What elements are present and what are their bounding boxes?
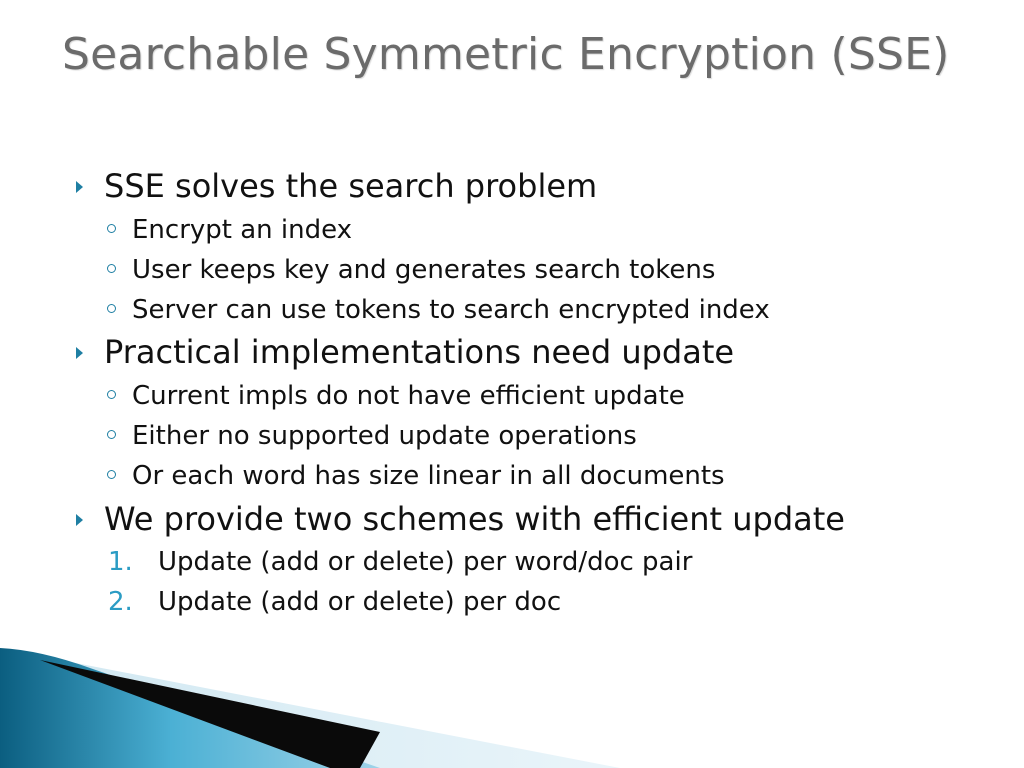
sub-bullet-circle-icon [107, 390, 116, 399]
sub-bullet-1-2: User keeps key and generates search tokens [132, 255, 716, 285]
bullet-1: SSE solves the search problem [104, 167, 598, 205]
sub-bullet-circle-icon [107, 264, 116, 273]
sub-bullet-circle-icon [107, 224, 116, 233]
bullet-arrow-icon [76, 347, 83, 359]
bullet-arrow-icon [76, 514, 83, 526]
sub-bullet-1-3: Server can use tokens to search encrypted index [132, 295, 770, 325]
numbered-item-1: Update (add or delete) per word/doc pair [158, 547, 693, 577]
numbered-item-2: Update (add or delete) per doc [158, 587, 562, 617]
numbered-item-number-1: 1. [108, 547, 133, 577]
sub-bullet-circle-icon [107, 470, 116, 479]
sub-bullet-2-2: Either no supported update operations [132, 421, 637, 451]
sub-bullet-2-1: Current impls do not have efficient update [132, 381, 685, 411]
sub-bullet-circle-icon [107, 304, 116, 313]
slide-title: Searchable Symmetric Encryption (SSE) [62, 29, 950, 80]
bullet-arrow-icon [76, 181, 83, 193]
numbered-item-number-2: 2. [108, 587, 133, 617]
wave-dark-stripe [40, 660, 380, 768]
sub-bullet-circle-icon [107, 430, 116, 439]
wave-blue-shape [0, 648, 380, 768]
bullet-3: We provide two schemes with efficient update [104, 500, 845, 538]
bullet-2: Practical implementations need update [104, 333, 735, 371]
sub-bullet-2-3: Or each word has size linear in all documents [132, 461, 725, 491]
wave-light-shape [0, 660, 620, 768]
sub-bullet-1-1: Encrypt an index [132, 215, 353, 245]
